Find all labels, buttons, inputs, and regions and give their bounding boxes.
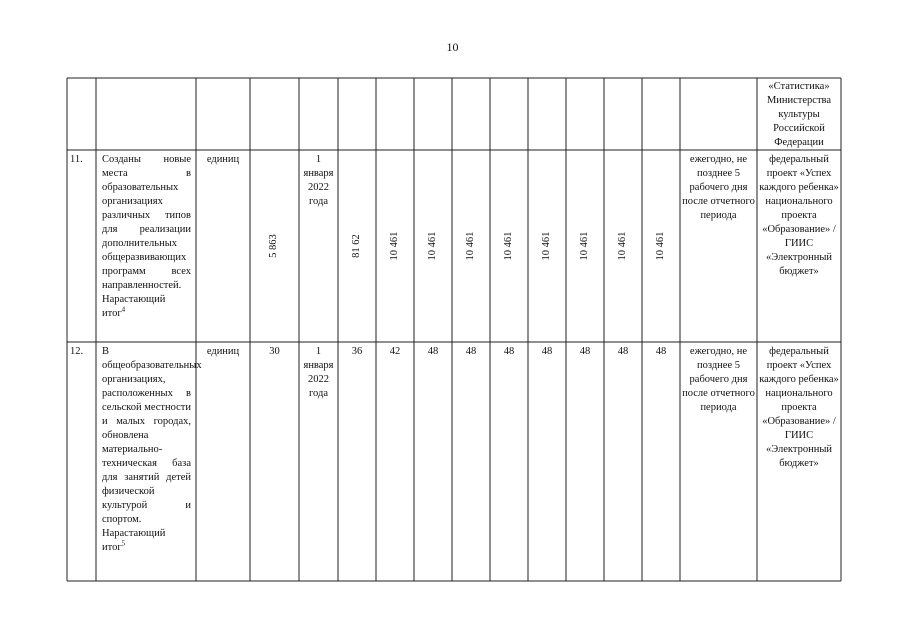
year-value: 10 461 xyxy=(579,231,590,261)
year-value xyxy=(566,345,604,359)
unit-cell xyxy=(198,345,248,359)
year-value xyxy=(642,345,680,359)
year-value-text: 48 xyxy=(617,346,629,357)
year-value xyxy=(604,345,642,359)
year-value: 10 461 xyxy=(503,231,514,261)
unit-text: единиц xyxy=(206,154,240,165)
year-value-text: 36 xyxy=(351,346,363,357)
source-text: федеральный проект «Успех каждого ребенка» национального проекта «Образование» / ГИИС «Электронный бюджет» xyxy=(759,346,839,469)
base-date-cell xyxy=(301,153,336,209)
base-date-cell xyxy=(301,345,336,401)
source-text: федеральный проект «Успех каждого ребенка» национального проекта «Образование» / ГИИС «Электронный бюджет» xyxy=(759,154,839,277)
indicator-name: Созданы новые места в образовательных организациях различных типов для реализации дополнительных общеразвивающих программ всех направленностей. Нарастающий итог xyxy=(102,154,191,319)
frequency-text: ежегодно, не позднее 5 рабочего дня после отчетного периода xyxy=(682,346,755,413)
year-value-text: 48 xyxy=(541,346,553,357)
indicator-name-cell xyxy=(102,345,202,555)
year-value: 81 62 xyxy=(351,234,362,258)
year-value: 10 461 xyxy=(655,231,666,261)
year-value-text: 48 xyxy=(465,346,477,357)
year-value: 10 461 xyxy=(465,231,476,261)
year-value-text: 42 xyxy=(389,346,401,357)
year-value: 10 461 xyxy=(389,231,400,261)
source-cell xyxy=(759,153,839,279)
year-value xyxy=(490,345,528,359)
footnote-mark: 5 xyxy=(121,539,126,548)
year-value: 10 461 xyxy=(541,231,552,261)
row-number-text: 12. xyxy=(70,346,84,357)
source-cell xyxy=(759,80,839,150)
year-value-text: 48 xyxy=(655,346,667,357)
year-value xyxy=(452,345,490,359)
unit-cell xyxy=(198,153,248,167)
row-number xyxy=(70,345,94,359)
year-value: 10 461 xyxy=(427,231,438,261)
page-number: 10 xyxy=(446,40,459,54)
row-number xyxy=(70,153,94,167)
year-value-text: 48 xyxy=(579,346,591,357)
row-number-text: 11. xyxy=(70,154,83,165)
year-value xyxy=(528,345,566,359)
base-value: 5 863 xyxy=(268,234,279,258)
frequency-cell xyxy=(682,345,755,415)
year-value-text: 48 xyxy=(427,346,439,357)
frequency-text: ежегодно, не позднее 5 рабочего дня после отчетного периода xyxy=(682,154,755,221)
source-cell xyxy=(759,345,839,471)
indicator-name: В общеобразовательных организациях, расположенных в сельской местности и малых городах, обновлена материально-техническая база для занятий детей физической культурой и спортом. Нарастающий итог xyxy=(102,346,202,553)
footnote-mark: 4 xyxy=(121,305,126,314)
year-value-text: 48 xyxy=(503,346,515,357)
base-value: 30 xyxy=(269,346,280,357)
source-text: «Статистика» Министерства культуры Российской Федерации xyxy=(766,81,832,148)
base-date-text: 1 января 2022 года xyxy=(303,346,334,399)
year-value xyxy=(376,345,414,359)
year-value xyxy=(414,345,452,359)
base-date-text: 1 января 2022 года xyxy=(303,154,334,207)
indicator-name-cell xyxy=(102,153,191,321)
year-value: 10 461 xyxy=(617,231,628,261)
base-value-cell xyxy=(252,345,297,359)
frequency-cell xyxy=(682,153,755,223)
unit-text: единиц xyxy=(206,346,240,357)
year-value xyxy=(338,345,376,359)
